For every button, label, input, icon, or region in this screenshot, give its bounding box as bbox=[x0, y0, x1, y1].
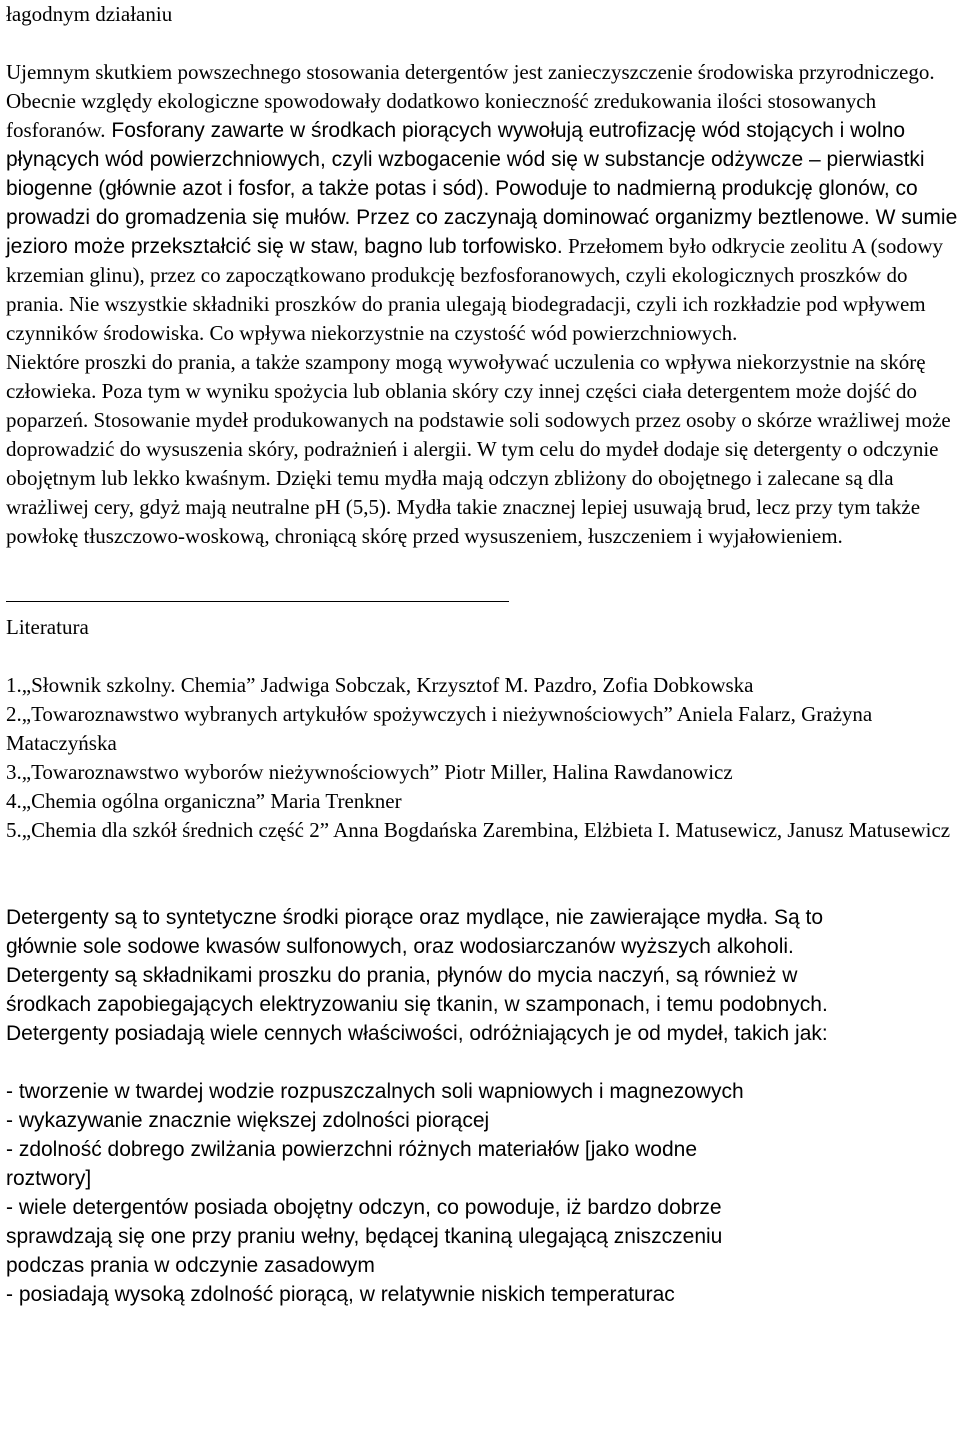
property-line: roztwory] bbox=[6, 1167, 92, 1190]
literature-item: 3.„Towaroznawstwo wyborów nieżywnościowych” Piotr Miller, Halina Rawdanowicz bbox=[6, 760, 733, 784]
literature-item: 5.„Chemia dla szkół średnich część 2” Anna Bogdańska Zarembina, Elżbieta I. Matusewicz, Janusz Matusewicz bbox=[6, 818, 951, 842]
paragraph-sentence-eutrophication: Fosforany zawarte w środkach piorących wywołują eutrofizację wód stojących i wolno płynących wód powierzchniowych, czyli wzbogacenie wód się w substancje odżywcze – pierwiastki biogenne (głównie azot i fosfor, a także potas i sód). Powoduje to nadmierną produkcję glonów, co prowadzi do gromadzenia się mułów. Przez co zaczynają dominować organizmy beztlenowe. W sumie jezioro może przekształcić się w staw, bagno lub torfowisko. bbox=[6, 119, 958, 258]
property-line: - zdolność dobrego zwilżania powierzchni różnych materiałów [jako wodne bbox=[6, 1138, 698, 1161]
paragraph-sentence-zeolite: Przełomem było odkrycie zeolitu A (sodowy krzemian glinu), przez co zapoczątkowano produkcję bezfosforanowych, czyli ekologicznych proszków do prania. Nie wszystkie składniki proszków do prania ulegają biodegradacji, czyli ich rozkładzie pod wpływem czynników środowiska. Co wpływa niekorzystnie na czystość wód powierzchniowych. bbox=[6, 234, 944, 345]
literature-item: 4.„Chemia ogólna organiczna” Maria Trenkner bbox=[6, 789, 402, 813]
property-line: - tworzenie w twardej wodzie rozpuszczalnych soli wapniowych i magnezowych bbox=[6, 1080, 744, 1103]
definition-paragraph bbox=[6, 903, 958, 1048]
literature-heading: Literatura bbox=[6, 615, 89, 639]
definition-line: Detergenty posiadają wiele cennych właściwości, odróżniających je od mydeł, takich jak: bbox=[6, 1022, 828, 1045]
allergy-text: Niektóre proszki do prania, a także szampony mogą wywoływać uczulenia co wpływa niekorzystnie na skórę człowieka. Poza tym w wyniku spożycia lub oblania skóry czy innej części ciała detergentem może dojść do poparzeń. bbox=[6, 350, 926, 432]
paragraph-sentence-soap: Stosowanie mydeł produkowanych na podstawie soli sodowych przez osoby o skórze wrażliwej może doprowadzić do wysuszenia skóry, podrażnień i alergii. W tym celu do mydeł dodaje się detergenty o odczynie obojętnym lub lekko kwaśnym. Dzięki temu mydła mają odczyn zbliżony do obojętnego i zalecane są dla wrażliwej cery, gdyż mają neutralne pH (5,5). Mydła takie znacznej lepiej usuwają brud, lecz przy tym także powłokę tłuszczowo-woskową, chroniącą skórę przed wysuszeniem, łuszczeniem i wyjałowieniem. bbox=[6, 408, 951, 548]
literature-item: 1.„Słownik szkolny. Chemia” Jadwiga Sobczak, Krzysztof M. Pazdro, Zofia Dobkowska bbox=[6, 673, 754, 697]
properties-list bbox=[6, 1077, 958, 1309]
definition-line: środkach zapobiegających elektryzowaniu się tkanin, w szamponach, i temu podobnych. bbox=[6, 993, 828, 1016]
property-line: - wykazywanie znacznie większej zdolności piorącej bbox=[6, 1109, 490, 1132]
property-line: sprawdzają się one przy praniu wełny, będącej tkaniną ulegającą zniszczeniu bbox=[6, 1225, 723, 1248]
definition-line: Detergenty są to syntetyczne środki piorące oraz mydlące, nie zawierające mydła. Są to bbox=[6, 906, 824, 929]
document-page bbox=[6, 0, 958, 1309]
literature-item: 2.„Towaroznawstwo wybranych artykułów spożywczych i nieżywnościowych” Aniela Falarz, Grażyna Mataczyńska bbox=[6, 702, 873, 755]
literature-list bbox=[6, 671, 958, 845]
intro-fragment: łagodnym działaniu bbox=[6, 2, 173, 26]
definition-line: Detergenty są składnikami proszku do prania, płynów do mycia naczyń, są również w bbox=[6, 964, 798, 987]
paragraph-sentence-allergy bbox=[6, 348, 958, 551]
environment-paragraph bbox=[6, 58, 958, 551]
definition-line: głównie sole sodowe kwasów sulfonowych, oraz wodosiarczanów wyższych alkoholi. bbox=[6, 935, 794, 958]
property-line: - wiele detergentów posiada obojętny odczyn, co powoduje, iż bardzo dobrze bbox=[6, 1196, 722, 1219]
property-line: - posiadają wysoką zdolność piorącą, w relatywnie niskich temperaturac bbox=[6, 1283, 675, 1306]
section-divider bbox=[6, 601, 509, 602]
property-line: podczas prania w odczynie zasadowym bbox=[6, 1254, 375, 1277]
paragraph-sentence-pollution: Ujemnym skutkiem powszechnego stosowania detergentów jest zanieczyszczenie środowiska przyrodniczego. Obecnie względy ekologiczne spowodowały dodatkowo konieczność zredukowania ilości stosowanych fosforanów. bbox=[6, 60, 935, 142]
